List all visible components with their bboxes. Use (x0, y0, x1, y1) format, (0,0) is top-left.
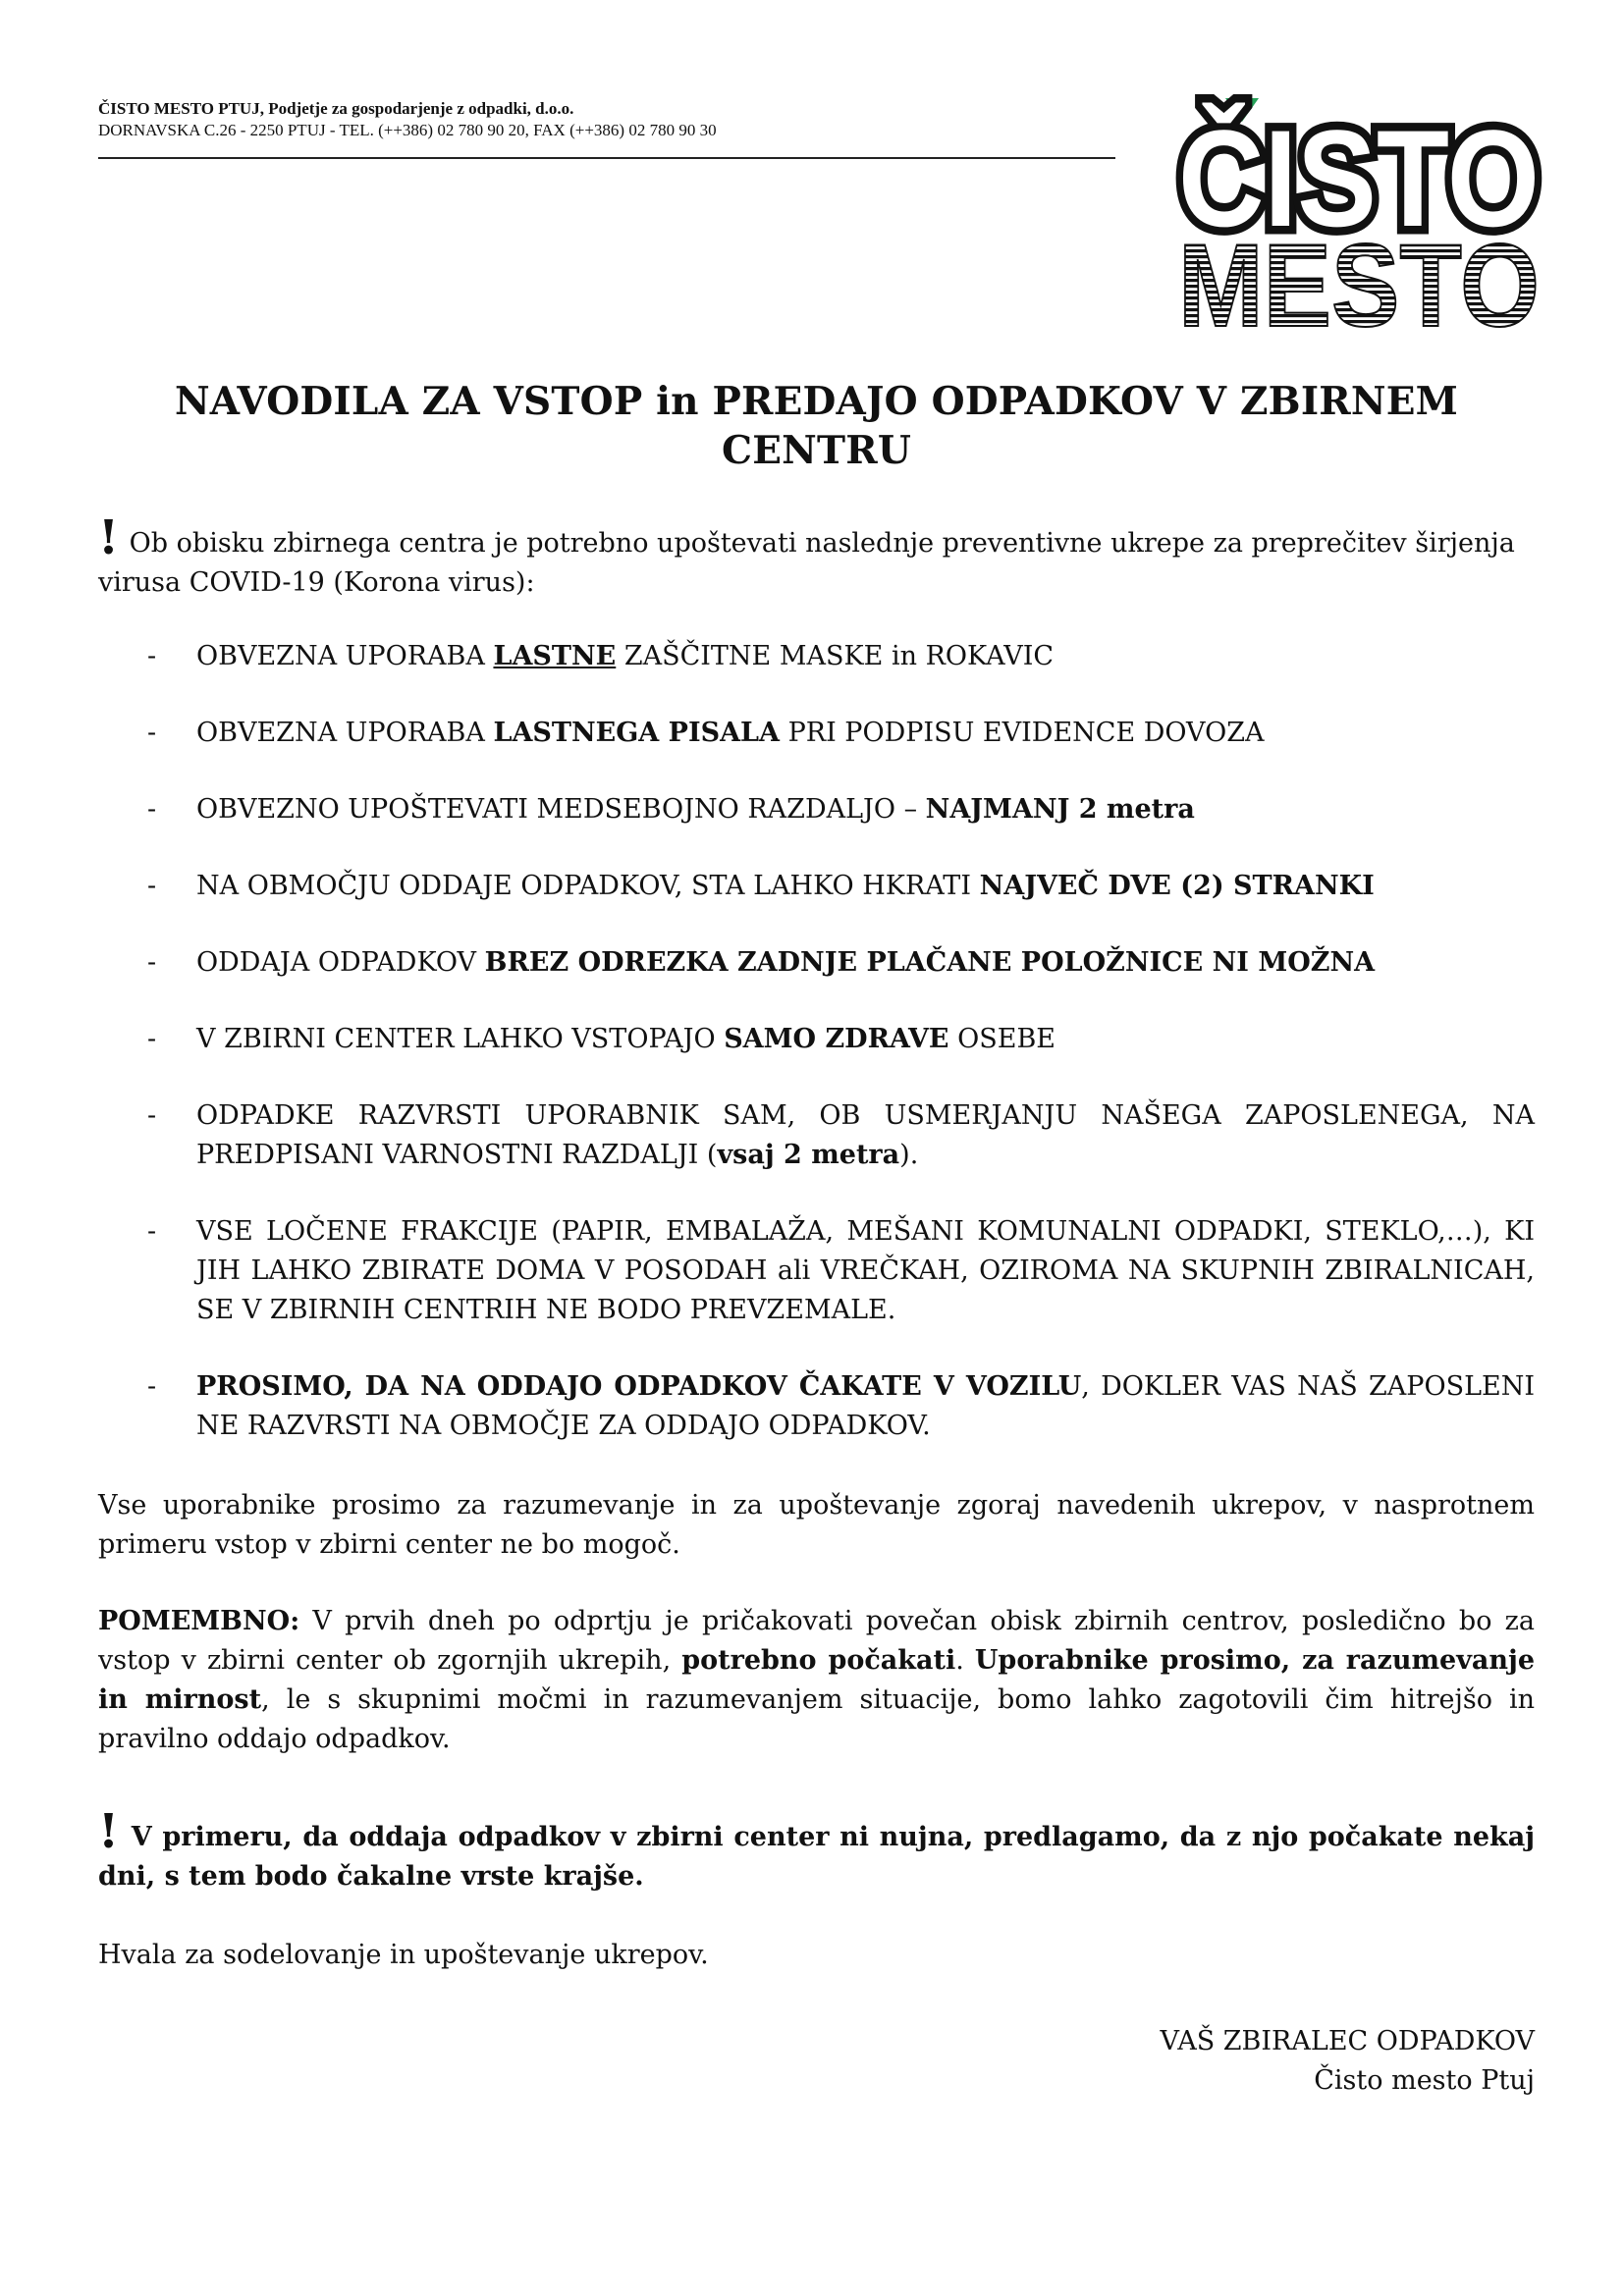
important-emphasis: Uporabnike prosimo, za razumevanje in mirnost (98, 1645, 1536, 1715)
list-item-text: VSE LOČENE FRAKCIJE (PAPIR, EMBALAŽA, MEŠANI KOMUNALNI ODPADKI, STEKLO,…), KI JIH LAHKO ZBIRATE DOMA V POSODAH ali VREČKAH, OZIROMA NA SKUPNIH ZBIRALNICAH, SE V ZBIRNIH CENTRIH NE BODO PREVZEMALE. (196, 1216, 1535, 1325)
list-item (98, 1020, 1535, 1059)
list-item-text: PRI PODPISU EVIDENCE DOVOZA (779, 718, 1265, 748)
list-item-text: ZAŠČITNE MASKE in ROKAVIC (616, 641, 1055, 671)
notice-text: V primeru, da oddaja odpadkov v zbirni center ni nujna, predlagamo, da z njo počakate nekaj dni, s tem bodo čakalne vrste krajše. (98, 1822, 1535, 1892)
important-label: POMEMBNO: (98, 1606, 300, 1636)
list-item (98, 1212, 1535, 1330)
list-item-emphasis: NAJMANJ 2 metra (925, 794, 1195, 825)
list-dash: - (147, 1216, 157, 1247)
list-item (98, 943, 1535, 983)
list-item-text: , DOKLER VAS NAŠ ZAPOSLENI NE RAZVRSTI NA OBMOČJE ZA ODDAJO ODPADKOV. (196, 1371, 1535, 1441)
important-text: V prvih dneh po odprtju je pričakovati povečan obisk zbirnih centrov, posledično bo za vstop v zbirni center ob zgornjih ukrepih, (98, 1606, 1535, 1676)
important-paragraph (98, 1602, 1535, 1759)
letterhead (98, 98, 1119, 159)
important-text: . (955, 1645, 975, 1676)
important-text: , le s skupnimi močmi in razumevanjem situacije, bomo lahko zagotovili čim hitrejšo in pravilno oddajo odpadkov. (98, 1684, 1535, 1754)
list-item-emphasis: SAMO ZDRAVE (724, 1024, 949, 1054)
list-dash: - (147, 871, 157, 901)
signature-line-2: Čisto mesto Ptuj (1314, 2065, 1535, 2096)
list-item-text: ODDAJA ODPADKOV (196, 947, 485, 978)
thanks-line: Hvala za sodelovanje in upoštevanje ukrepov. (98, 1940, 709, 1970)
list-dash: - (147, 1024, 157, 1054)
letterhead-divider (98, 157, 1115, 159)
company-address: DORNAVSKA C.26 - 2250 PTUJ - TEL. (++386) 02 780 90 20, FAX (++386) 02 780 90 30 (98, 121, 717, 139)
intro-text: Ob obisku zbirnega centra je potrebno upoštevati naslednje preventivne ukrepe za preprečitev širjenja virusa COVID-19 (Korona virus): (98, 528, 1515, 598)
list-item-text: OBVEZNA UPORABA (196, 718, 494, 748)
logo-word-top: ČISTO (1178, 101, 1540, 255)
document-title: NAVODILA ZA VSTOP in PREDAJO ODPADKOV V ZBIRNEM CENTRU (174, 379, 1459, 473)
list-dash: - (147, 1100, 157, 1131)
list-item-text: OBVEZNO UPOŠTEVATI MEDSEBOJNO RAZDALJO – (196, 794, 926, 825)
list-item (98, 790, 1535, 829)
important-emphasis: potrebno počakati (681, 1645, 956, 1676)
list-item-text: OSEBE (948, 1024, 1056, 1054)
understanding-paragraph: Vse uporabnike prosimo za razumevanje in za upoštevanje zgoraj navedenih ukrepov, v nasprotnem primeru vstop v zbirni center ne bo mogoč. (98, 1490, 1535, 1560)
signature-block (1161, 2022, 1535, 2101)
list-dash: - (147, 947, 157, 978)
list-dash: - (147, 1371, 157, 1402)
list-item-emphasis: NAJVEČ DVE (2) STRANKI (979, 871, 1375, 901)
list-item-text: ). (899, 1140, 919, 1170)
company-name: ČISTO MESTO PTUJ, Podjetje za gospodarjenje z odpadki, d.o.o. (98, 99, 574, 118)
intro-paragraph (98, 510, 1535, 603)
list-dash: - (147, 641, 157, 671)
list-item-emphasis: PROSIMO, DA NA ODDAJO ODPADKOV ČAKATE V VOZILU (196, 1371, 1082, 1402)
list-item-emphasis: LASTNE (493, 641, 617, 671)
list-item-text: V ZBIRNI CENTER LAHKO VSTOPAJO (196, 1024, 725, 1054)
list-item-text: NA OBMOČJU ODDAJE ODPADKOV, STA LAHKO HKRATI (196, 871, 980, 901)
list-item-emphasis: BREZ ODREZKA ZADNJE PLAČANE POLOŽNICE NI MOŽNA (484, 947, 1376, 978)
exclamation-icon: ! (98, 510, 120, 565)
list-item (98, 1367, 1535, 1446)
list-item-emphasis: vsaj 2 metra (717, 1140, 900, 1170)
list-item (98, 867, 1535, 906)
list-item-emphasis: LASTNEGA PISALA (493, 718, 780, 748)
measures-list (98, 637, 1535, 1483)
list-item (98, 1096, 1535, 1175)
exclamation-icon: ! (98, 1804, 120, 1859)
notice-paragraph (98, 1804, 1535, 1896)
signature-line-1: VAŠ ZBIRALEC ODPADKOV (1160, 2026, 1535, 2056)
list-item (98, 714, 1535, 753)
cisto-mesto-logo (1174, 90, 1543, 351)
list-item-text: ODPADKE RAZVRSTI UPORABNIK SAM, OB USMERJANJU NAŠEGA ZAPOSLENEGA, NA PREDPISANI VARNOSTNI RAZDALJI ( (196, 1100, 1535, 1170)
logo-word-bottom: MESTO (1178, 220, 1540, 351)
list-item-text: OBVEZNA UPORABA (196, 641, 494, 671)
list-dash: - (147, 794, 157, 825)
list-item (98, 637, 1535, 676)
list-dash: - (147, 718, 157, 748)
